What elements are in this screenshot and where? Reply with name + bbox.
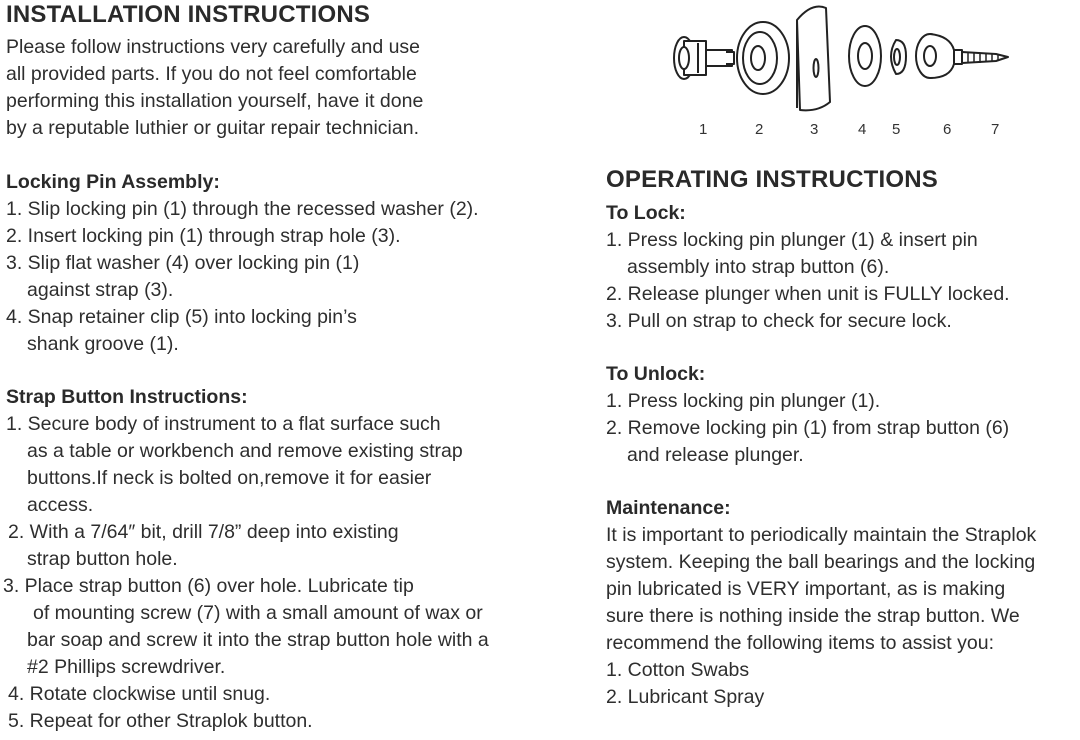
lock-step: 2. Release plunger when unit is FULLY locked. <box>606 283 1010 305</box>
locking-step-cont: against strap (3). <box>27 279 174 301</box>
intro-line: Please follow instructions very carefully and use <box>6 36 421 58</box>
installation-title: INSTALLATION INSTRUCTIONS <box>6 1 371 28</box>
unlock-step: 1. Press locking pin plunger (1). <box>606 390 881 412</box>
locking-step: 2. Insert locking pin (1) through strap hole (3). <box>6 225 401 247</box>
part-label: 1 <box>699 121 708 138</box>
recessed-washer-part <box>737 22 789 94</box>
intro-line: by a reputable luthier or guitar repair technician. <box>6 117 419 139</box>
locking-pin-title: Locking Pin Assembly: <box>6 171 220 193</box>
strap-button-title: Strap Button Instructions: <box>6 386 248 408</box>
to-unlock-title: To Unlock: <box>606 363 706 385</box>
strap-step-cont: #2 Phillips screwdriver. <box>27 656 226 678</box>
locking-pin-part <box>674 37 734 79</box>
locking-step: 4. Snap retainer clip (5) into locking pin’s <box>6 306 357 328</box>
unlock-step: 2. Remove locking pin (1) from strap button (6) <box>606 417 1010 439</box>
part-label: 6 <box>943 121 952 138</box>
maintenance-line: sure there is nothing inside the strap button. We <box>606 605 1020 627</box>
strap-step-cont: strap button hole. <box>27 548 178 570</box>
mounting-screw-part <box>962 52 1008 63</box>
locking-step-cont: shank groove (1). <box>27 333 179 355</box>
strap-step-cont: access. <box>27 494 94 516</box>
parts-exploded-diagram <box>660 0 1020 125</box>
maintenance-line: It is important to periodically maintain the Straplok <box>606 524 1037 546</box>
part-label: 3 <box>810 121 819 138</box>
maintenance-line: pin lubricated is VERY important, as is making <box>606 578 1006 600</box>
maintenance-line: system. Keeping the ball bearings and the locking <box>606 551 1036 573</box>
strap-step: 1. Secure body of instrument to a flat surface such <box>6 413 441 435</box>
maintenance-title: Maintenance: <box>606 497 731 519</box>
to-lock-title: To Lock: <box>606 202 686 224</box>
part-label: 7 <box>991 121 1000 138</box>
strap-step: 2. With a 7/64″ bit, drill 7/8” deep into existing <box>8 521 399 543</box>
strap-step: 3. Place strap button (6) over hole. Lubricate tip <box>3 575 414 597</box>
maintenance-line: recommend the following items to assist you: <box>606 632 995 654</box>
strap-step: 5. Repeat for other Straplok button. <box>8 710 313 732</box>
strap-step-cont: bar soap and screw it into the strap button hole with a <box>27 629 489 651</box>
strap-step-cont: buttons.If neck is bolted on,remove it for easier <box>27 467 432 489</box>
strap-button-part <box>916 34 962 78</box>
maintenance-item: 1. Cotton Swabs <box>606 659 750 681</box>
strap-step: 4. Rotate clockwise until snug. <box>8 683 271 705</box>
intro-line: all provided parts. If you do not feel comfortable <box>6 63 417 85</box>
locking-step: 1. Slip locking pin (1) through the recessed washer (2). <box>6 198 479 220</box>
flat-washer-part <box>849 26 881 86</box>
strap-step-cont: of mounting screw (7) with a small amount of wax or <box>33 602 483 624</box>
lock-step-cont: assembly into strap button (6). <box>627 256 890 278</box>
strap-step-cont: as a table or workbench and remove existing strap <box>27 440 463 462</box>
strap-part <box>797 7 830 111</box>
operating-title: OPERATING INSTRUCTIONS <box>606 166 938 193</box>
lock-step: 3. Pull on strap to check for secure lock. <box>606 310 952 332</box>
part-label: 4 <box>858 121 867 138</box>
retainer-clip-part <box>891 40 906 74</box>
part-label: 2 <box>755 121 764 138</box>
lock-step: 1. Press locking pin plunger (1) & insert pin <box>606 229 978 251</box>
locking-step: 3. Slip flat washer (4) over locking pin (1) <box>6 252 360 274</box>
intro-line: performing this installation yourself, have it done <box>6 90 424 112</box>
maintenance-item: 2. Lubricant Spray <box>606 686 765 708</box>
unlock-step-cont: and release plunger. <box>627 444 804 466</box>
part-label: 5 <box>892 121 901 138</box>
